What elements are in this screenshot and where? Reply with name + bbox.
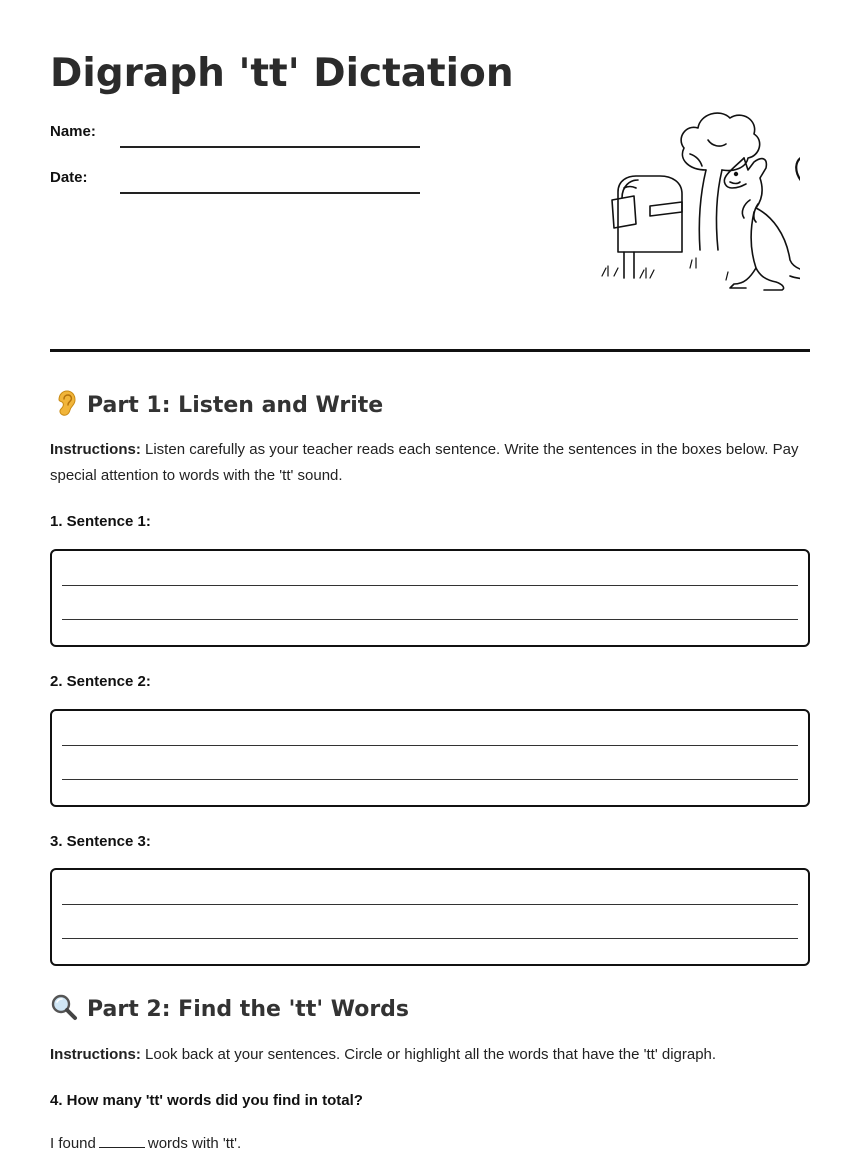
word-count-answer (50, 1133, 241, 1154)
part2-heading-text: Part 2: Find the 'tt' Words (87, 997, 410, 1022)
sentence-3-label: 3. Sentence 3: (50, 833, 151, 850)
date-label: Date: (50, 169, 88, 186)
mailbox-icon (612, 176, 682, 278)
question-4-label: 4. How many 'tt' words did you find in total? (50, 1092, 363, 1109)
write-line (62, 619, 798, 620)
date-field[interactable] (50, 168, 430, 198)
name-write-line[interactable] (120, 146, 420, 148)
magnifying-glass-icon (50, 993, 78, 1021)
write-line (62, 585, 798, 586)
grass-icon (602, 258, 728, 280)
sentence-2-answer-box[interactable] (50, 709, 810, 807)
part1-heading (50, 389, 383, 421)
part2-instructions-text: Look back at your sentences. Circle or highlight all the words that have the 'tt' digraph. (140, 1046, 717, 1063)
name-label: Name: (50, 123, 96, 140)
name-field[interactable] (50, 122, 430, 152)
ear-icon (50, 389, 78, 417)
write-line (62, 779, 798, 780)
write-line (62, 938, 798, 939)
sentence-3-answer-box[interactable] (50, 868, 810, 966)
section-divider (50, 349, 810, 352)
write-line (62, 745, 798, 746)
horseshoe-icon (796, 155, 800, 186)
part1-instructions-text: Listen carefully as your teacher reads each sentence. Write the sentences in the boxes below. Pay special attention to words with the 'tt' sound. (50, 441, 799, 484)
date-write-line[interactable] (120, 192, 420, 194)
write-line (62, 904, 798, 905)
part2-heading (50, 993, 409, 1025)
kangaroo-icon (724, 158, 800, 290)
part2-instructions (50, 1042, 810, 1068)
answer-suffix: words with 'tt'. (147, 1135, 242, 1152)
part1-heading-text: Part 1: Listen and Write (87, 393, 384, 418)
kangaroo-mailbox-illustration (550, 100, 800, 300)
tree-icon (681, 113, 760, 250)
part1-instructions-label: Instructions: (50, 441, 141, 458)
word-count-blank[interactable] (99, 1133, 145, 1148)
sentence-2-label: 2. Sentence 2: (50, 673, 151, 690)
sentence-1-label: 1. Sentence 1: (50, 513, 151, 530)
answer-prefix: I found (50, 1135, 96, 1152)
part2-instructions-label: Instructions: (50, 1046, 141, 1063)
sentence-1-answer-box[interactable] (50, 549, 810, 647)
page-title: Digraph 'tt' Dictation (50, 51, 514, 96)
part1-instructions (50, 437, 810, 489)
